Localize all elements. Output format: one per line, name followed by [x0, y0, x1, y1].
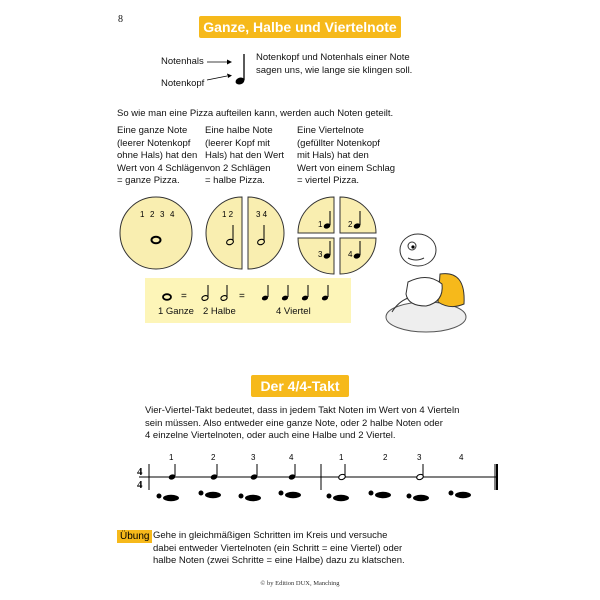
beat-count: 3: [251, 453, 256, 462]
beat-count: 3: [417, 453, 422, 462]
pizza-count: 2: [348, 220, 353, 229]
time-signature-top: 4: [137, 466, 143, 478]
beat-count: 4: [289, 453, 294, 462]
head-arrowhead: [227, 74, 232, 79]
pizza-half-right: [248, 197, 284, 269]
stem-arrowhead: [227, 60, 232, 65]
beat-count: 2: [383, 453, 388, 462]
pizza-count: 1 2: [222, 210, 234, 219]
label-two-halves: 2 Halbe: [203, 306, 236, 317]
pizza-count: 1: [140, 210, 145, 219]
column-line: (gefüllter Notenkopf: [297, 137, 380, 149]
beat-count: 1: [339, 453, 344, 462]
pizza-count: 1: [318, 220, 323, 229]
column-line: = halbe Pizza.: [205, 175, 265, 186]
intro-text: So wie man eine Pizza aufteilen kann, werden auch Noten geteilt.: [117, 108, 394, 119]
footstep-icon: [285, 492, 301, 498]
exercise-line: Gehe in gleichmäßigen Schritten im Kreis und versuche: [153, 530, 388, 541]
pizza-quarters: [296, 195, 378, 275]
rhythm-staff: [133, 448, 501, 508]
half-note-head: [201, 295, 209, 302]
footstep-icon: [327, 494, 332, 499]
turtle-pupil: [411, 245, 414, 248]
note-description: [256, 52, 412, 77]
column-quarter-note: [297, 125, 395, 188]
turtle-body: [406, 277, 442, 306]
column-line: Eine Viertelnote: [297, 125, 364, 136]
takt-line: Vier-Viertel-Takt bedeutet, dass in jedem Takt Noten im Wert von 4 Vierteln: [145, 405, 460, 416]
half-note-head: [338, 473, 346, 480]
column-line: (leerer Notenkopf: [117, 137, 191, 149]
note-description-line: sagen uns, wie lange sie klingen soll.: [256, 64, 413, 76]
page-number: 8: [118, 14, 123, 25]
column-line: ohne Hals) hat den: [117, 150, 198, 161]
footstep-icon: [157, 494, 162, 499]
equals-sign: =: [181, 291, 187, 302]
footstep-icon: [245, 495, 261, 501]
column-line: Wert von einem Schlag: [297, 162, 396, 174]
beat-count: 1: [169, 453, 174, 462]
note-anatomy-figure: [205, 50, 250, 90]
footstep-icon: [455, 492, 471, 498]
beat-count: 2: [211, 453, 216, 462]
column-line: Hals) hat den Wert: [205, 150, 285, 161]
column-line: = viertel Pizza.: [297, 175, 360, 186]
exercise-line: dabei entweder Viertelnoten (ein Schritt = eine Viertel) oder: [153, 542, 403, 554]
label-notenkopf: Notenkopf: [161, 78, 205, 89]
footstep-icon: [369, 491, 374, 496]
column-line: Eine halbe Note: [205, 125, 273, 136]
head-arrow: [207, 76, 227, 80]
note-description-line: Notenkopf und Notenhals einer Note: [256, 52, 410, 63]
pizza-count: 2: [150, 210, 155, 219]
column-line: Eine ganze Note: [117, 125, 188, 136]
pizza-count: 3: [318, 250, 323, 259]
footstep-icon: [163, 495, 179, 501]
takt-line: sein müssen. Also entweder eine ganze Note, oder 2 halbe Noten oder: [145, 417, 443, 429]
label-notenhals: Notenhals: [161, 56, 204, 67]
pizza-count: 3: [160, 210, 165, 219]
column-line: von 2 Schlägen: [205, 162, 271, 174]
exercise-text: [153, 530, 405, 568]
exercise-line: halbe Noten (zwei Schritte = eine Halbe) dazu zu klatschen.: [153, 555, 405, 566]
footstep-icon: [199, 491, 204, 496]
footstep-icon: [279, 491, 284, 496]
pizza-whole-disc: [120, 197, 192, 269]
footstep-icon: [333, 495, 349, 501]
time-signature-bottom: 4: [137, 479, 143, 491]
pizza-halves: [204, 195, 286, 271]
column-line: mit Hals) hat den: [297, 150, 369, 161]
label-four-quarters: 4 Viertel: [276, 306, 311, 317]
footstep-icon: [413, 495, 429, 501]
section-title-note-values: Ganze, Halbe und Viertelnote: [199, 16, 401, 38]
footstep-icon: [449, 491, 454, 496]
whole-note-symbol: [163, 294, 171, 300]
column-half-note: [205, 125, 284, 188]
half-note-head: [416, 473, 424, 480]
footstep-icon: [205, 492, 221, 498]
copyright-footer: © by Edition DUX, Manching: [260, 580, 340, 587]
pizza-whole: [118, 195, 194, 271]
column-line: = ganze Pizza.: [117, 175, 180, 186]
turtle-head: [400, 234, 436, 266]
footstep-icon: [375, 492, 391, 498]
footstep-icon: [239, 494, 244, 499]
footstep-icon: [407, 494, 412, 499]
equals-sign: =: [239, 291, 245, 302]
pizza-count: 4: [348, 250, 353, 259]
column-line: (leerer Kopf mit: [205, 137, 270, 149]
pizza-count: 3 4: [256, 210, 268, 219]
note-equation-symbols: [145, 278, 351, 308]
pizza-half-left: [206, 197, 242, 269]
turtle-illustration: [378, 222, 478, 337]
column-whole-note: [117, 125, 205, 188]
section-title-four-four-time: Der 4/4-Takt: [251, 375, 349, 397]
takt-line: 4 einzelne Viertelnoten, oder auch eine Halbe und 2 Viertel.: [145, 430, 396, 441]
half-note-head: [220, 295, 228, 302]
exercise-label: Übung: [117, 530, 152, 543]
takt-paragraph: [145, 405, 459, 443]
label-one-whole: 1 Ganze: [158, 306, 194, 317]
beat-count: 4: [459, 453, 464, 462]
pizza-count: 4: [170, 210, 175, 219]
column-line: Wert von 4 Schlägen: [117, 162, 206, 174]
